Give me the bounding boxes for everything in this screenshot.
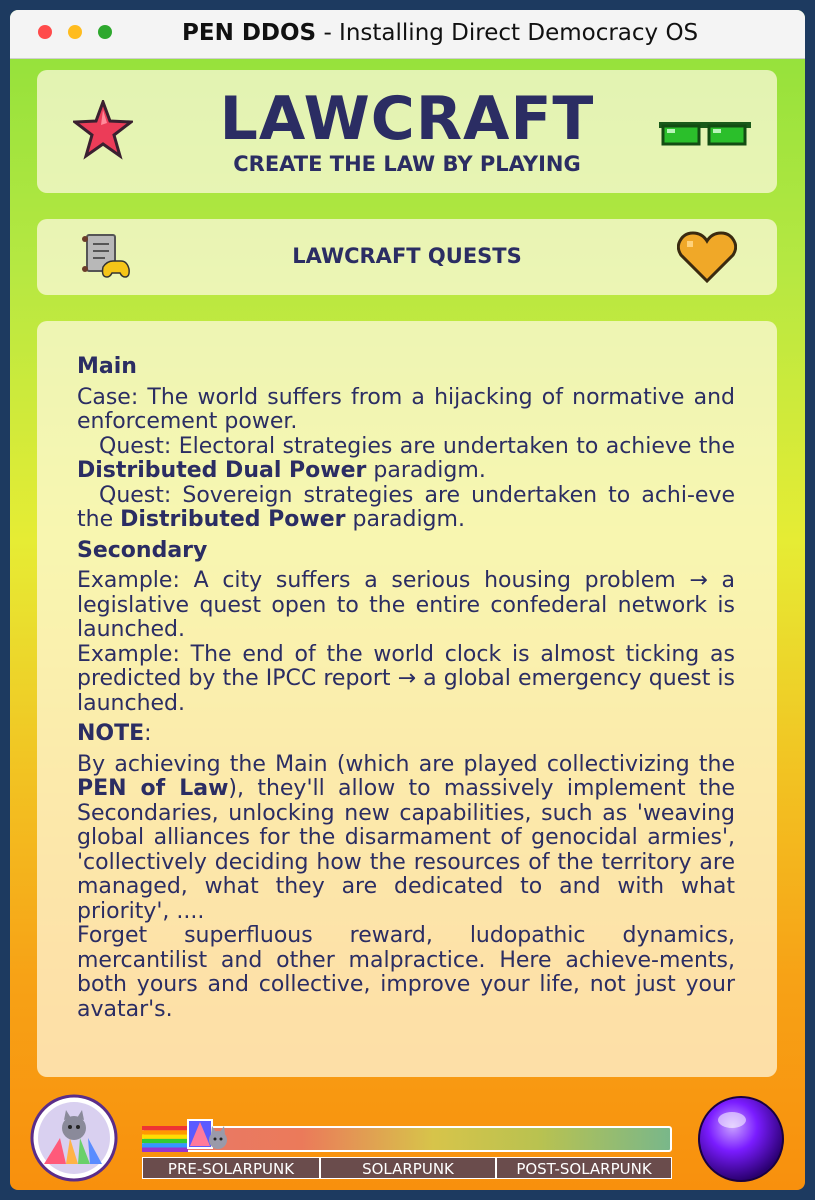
example-2: Example: The end of the world clock is almost ticking as predicted by the IPCC report → a global emergency quest is launched. <box>77 641 735 716</box>
note-colon: : <box>144 721 152 746</box>
solarpunk-progress <box>142 1123 672 1179</box>
stage-solarpunk: SOLARPUNK <box>320 1157 496 1179</box>
quest-1-end: paradigm. <box>366 458 486 483</box>
example-1: Example: A city suffers a serious housing problem → a legislative quest open to the entire confederal network is launched. <box>77 568 735 642</box>
quest-2-bold: Distributed Power <box>120 507 346 532</box>
solarpunk-cat-logo-icon[interactable] <box>30 1094 118 1182</box>
main-heading: Main <box>77 354 137 379</box>
maximize-window-button[interactable] <box>98 25 112 39</box>
title-bar <box>10 10 805 59</box>
pixel-sunglasses-icon <box>657 114 753 148</box>
stage-post-solarpunk: POST-SOLARPUNK <box>496 1157 672 1179</box>
note-1-text: By achieving the Main (which are played collectivizing the <box>77 751 735 777</box>
note-heading-line <box>77 722 735 747</box>
quest-2-end: paradigm. <box>345 507 465 532</box>
quest-content <box>37 321 777 1077</box>
main-quest-2 <box>77 484 735 533</box>
quests-bar <box>37 219 777 295</box>
note-1-end: ), they'll allow to massively implement the Secondaries, unlocking new capabilities, such as 'weaving global alliances for the disarmament of genocidal armies', 'collectively deciding how the resources of the territory are managed, what they are dedicated to and with what priority', .... <box>77 776 735 924</box>
pixel-heart-icon <box>677 231 737 283</box>
quests-title: LAWCRAFT QUESTS <box>292 244 522 268</box>
window-title-rest: - Installing Direct Democracy OS <box>316 20 699 46</box>
main-quest-1 <box>77 435 735 484</box>
note-paragraph-2: Forget superfluous reward, ludopathic dynamics, mercantilist and other malpractice. Here achieve-ments, both yours and collective, improve your life, not just your avatar's. <box>77 923 735 1022</box>
note-paragraph-1 <box>77 753 735 925</box>
main-case: Case: The world suffers from a hijacking of normative and enforcement power. <box>77 384 735 434</box>
progress-cat-marker-icon[interactable] <box>186 1114 230 1154</box>
quest-text <box>77 349 735 1022</box>
purple-orb-icon[interactable] <box>696 1094 786 1184</box>
quest-1-text: Quest: Electoral strategies are undertaken to achieve the <box>99 433 735 459</box>
progress-stage-labels <box>142 1157 672 1179</box>
window-title <box>182 20 698 46</box>
secondary-heading: Secondary <box>77 537 208 563</box>
note-heading: NOTE <box>77 721 145 746</box>
lawcraft-header <box>37 70 777 193</box>
rainbow-flag-icon <box>142 1126 188 1152</box>
close-window-button[interactable] <box>38 25 52 39</box>
stage-pre-solarpunk: PRE-SOLARPUNK <box>142 1157 320 1179</box>
app-subtitle: CREATE THE LAW BY PLAYING <box>233 152 581 176</box>
app-window <box>10 10 805 1190</box>
minimize-window-button[interactable] <box>68 25 82 39</box>
quest-2-text: Quest: Sovereign strategies are undertaken to achi-eve the <box>77 482 735 532</box>
app-title: LAWCRAFT <box>219 84 595 154</box>
window-title-bold: PEN DDOS <box>182 20 317 46</box>
note-1-bold: PEN of Law <box>77 776 229 801</box>
quest-1-bold: Distributed Dual Power <box>77 458 367 483</box>
progress-bar <box>142 1126 672 1152</box>
